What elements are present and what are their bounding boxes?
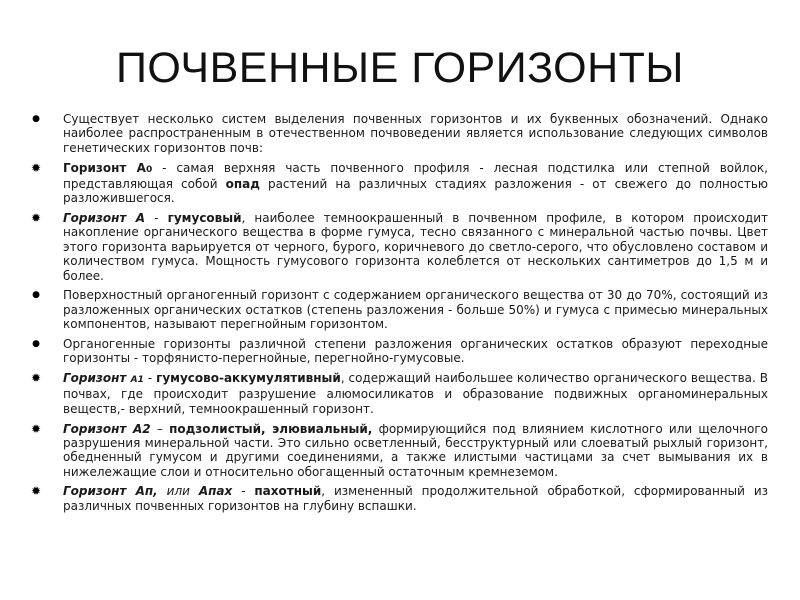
item-term: подзолистый, элювиальный,	[169, 421, 373, 436]
item-term: гумусово-аккумулятивный	[156, 370, 341, 385]
item-term: пахотный	[254, 484, 322, 499]
list-item: ✹ Горизонт А1 - гумусово-аккумулятивный, содержащий наибольшее количество органического вещества. В почвах, где происходит разрушение алюмосиликатов и образование подвижных органоминеральных веществ,- верхний, темноокрашенный горизонт.	[30, 371, 768, 416]
round-bullet-icon	[30, 113, 42, 125]
star-bullet-icon	[30, 423, 42, 435]
horizon-label: Апах	[198, 484, 233, 499]
list-item	[30, 112, 768, 155]
list-item	[30, 288, 768, 331]
horizon-label: Горизонт А2	[63, 421, 151, 436]
list-item: ✹ Горизонт А - гумусовый, наиболее темноокрашенный в почвенном профиле, в котором происходит накопление органического вещества в форме гумуса, тесно связанного с минеральной частью почвы. Цвет этого горизонта варьируется от черного, бурого, коричневого до светло-серого, что обусловлено составом и количеством гумуса. Мощность гумусового горизонта колеблется от нескольких сантиметров до 1,5 м и более.	[30, 211, 768, 283]
item-text: - самая верхняя часть почвенного профиля - лесная подстилка или степной войлок, представляющая собой	[63, 160, 768, 191]
list-item: ✹ Горизонт Ап, или Апах - пахотный, измененный продолжительной обработкой, сформированный из различных почвенных горизонтов на глубину вспашки.	[30, 484, 768, 513]
item-text: Существует несколько систем выделения почвенных горизонтов и их буквенных обозначений. Однако наиболее распространенным в отечественном почвоведении является использование следующих символов генетических горизонтов почв:	[63, 112, 768, 155]
star-bullet-icon	[30, 212, 42, 224]
bullet-list	[30, 112, 768, 519]
item-text: формирующийся под влиянием кислотного или щелочного разрушения минеральной части. Это сильно осветленный, бесструктурный или слоеватый рыхлый горизонт, обедненный гумусом и другими соединениями, а также илистыми частицами за счет вымывания их в нижележащие слои и относительно обогащенный остаточным кремнеземом.	[63, 421, 769, 479]
item-text: , наиболее темноокрашенный в почвенном профиле, в котором происходит накопление органического вещества в форме гумуса, тесно связанного с минеральной частью почвы. Цвет этого горизонта варьируется от черного, бурого, коричневого до светло-серого, что обусловлено составом и количеством гумуса. Мощность гумусового горизонта колеблется от нескольких сантиметров до 1,5 м и более.	[63, 211, 768, 283]
star-bullet-icon	[30, 162, 42, 174]
star-bullet-icon	[30, 485, 42, 497]
horizon-label: Горизонт А	[63, 211, 146, 226]
round-bullet-icon	[30, 289, 42, 301]
round-bullet-icon	[30, 338, 42, 350]
item-text: растений на различных стадиях разложения - от свежего до полностью разложившегося.	[63, 176, 768, 206]
page-title: ПОЧВЕННЫЕ ГОРИЗОНТЫ	[116, 44, 684, 92]
item-term: гумусовый	[167, 211, 242, 226]
item-text: , измененный продолжительной обработкой, сформированный из различных почвенных горизонтов на глубину вспашки.	[63, 484, 768, 513]
item-term: опад	[225, 176, 260, 191]
list-item	[30, 161, 768, 206]
list-item: ✹ Горизонт А2 – подзолистый, элювиальный, формирующийся под влиянием кислотного или щелочного разрушения минеральной части. Это сильно осветленный, бесструктурный или слоеватый рыхлый горизонт, обедненный гумусом и другими соединениями, а также илистыми частицами за счет вымывания их в нижележащие слои и относительно обогащенный остаточным кремнеземом.	[30, 422, 768, 480]
horizon-label: Горизонт А1	[63, 370, 144, 385]
item-text: Поверхностный органогенный горизонт с содержанием органического вещества от 30 до 70%, состоящий из разложенных органических остатков (степень разложения - больше 50%) и гумуса с примесью минеральных компонентов, называют перегнойным горизонтом.	[63, 288, 768, 332]
item-text: , содержащий наибольшее количество органического вещества. В почвах, где происходит разрушение алюмосиликатов и образование подвижных органоминеральных веществ,- верхний, темноокрашенный горизонт.	[63, 370, 768, 416]
item-text: Органогенные горизонты различной степени разложения органических остатков образуют переходные горизонты - торфянисто-перегнойные, перегнойно-гумусовые.	[63, 336, 768, 366]
star-bullet-icon	[30, 372, 42, 384]
horizon-label: Горизонт Ап,	[63, 484, 158, 499]
horizon-label: Горизонт А0	[63, 160, 153, 175]
list-item	[30, 337, 768, 366]
